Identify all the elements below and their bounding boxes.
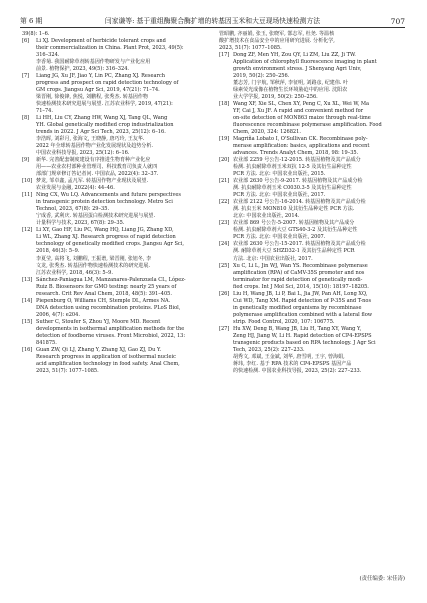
reference-text-line: progress and prospect on rapid detection technology of xyxy=(36,80,179,87)
running-title: 闫家谦等: 基于重组酶聚合酶扩增的转基因玉米和大豆现场快速检测方法 xyxy=(104,17,321,26)
reference-text-line: research. Crit Rev Anal Chem, 2018, 48(5): 391–405. xyxy=(36,290,172,297)
reference-entry xyxy=(22,115,208,157)
reference-text-line: in transgenic protein detection technology. Metro Sci xyxy=(36,199,173,206)
reference-line xyxy=(219,101,405,108)
reference-entry xyxy=(219,157,405,178)
reference-text-line: Guan ZW, Qi LJ, Zhang Y, Zhang XJ, Gao ZJ, Du Y. xyxy=(36,346,162,353)
reference-number: [6] xyxy=(22,38,30,45)
reference-text-line: polymerase amplification combined with a lateral flow xyxy=(233,311,373,318)
reference-number: [25] xyxy=(219,262,230,269)
reference-text-line: 农业部 2122 号公告-16-2014. 转基因植物及其产品成分检 xyxy=(233,199,366,206)
reference-entry xyxy=(22,298,208,319)
reference-text-line: strip. Food Control, 2020, 107: 106775. xyxy=(233,318,335,325)
reference-text-line: 董志芳, 门宇航, 邹秋萍, 李征明, 刘路彦, 纪建伟. 叶 xyxy=(233,80,349,87)
reference-text-line: 文龙, 张秀杰. 转基因作物快速检测技术的研究进展. xyxy=(36,262,151,269)
reference-entry xyxy=(219,220,405,241)
reference-number: [24] xyxy=(219,241,230,248)
reference-text-line: 测. 耐除草剂大豆 SHZD32-1 及其衍生品种定性 PCR xyxy=(233,248,355,255)
reference-text-line: Liang JG, Xu JF, Jiao Y, Lin PC, Zhang XJ. Research xyxy=(36,73,165,80)
reference-number: [26] xyxy=(219,290,230,297)
reference-text-line: Ning CX, Wu LQ. Advancements and future perspectives xyxy=(36,192,181,199)
reference-text-line: 2018, 46(3): 5–9. xyxy=(36,248,80,255)
reference-text-line: 业大学学报, 2019, 50(2): 250–256. xyxy=(233,94,318,101)
header-rule xyxy=(20,27,405,28)
reference-entry xyxy=(22,192,208,227)
reference-text-line: 部部门规章修订答记者问. 中国农品, 2022(4): 32–37. xyxy=(36,171,159,178)
reference-text-line: developments in isothermal amplification methods for the xyxy=(36,325,185,332)
reference-text-line: Sánchez-Paniagua LM, Manzanares-Palenzuela CL, López- xyxy=(36,276,186,283)
reference-text-line: 李香菊. 我国耐除草剂转基因作物研发与产业化应用 xyxy=(36,59,151,66)
reference-text-line: amplification (RPA) of CaMV-35S promoter and nos xyxy=(233,269,365,276)
reference-text-line: 新华. 完善配套制度建设有序推进生物育种产业化应 xyxy=(36,157,151,164)
reference-number: [9] xyxy=(22,157,30,164)
reference-entry xyxy=(219,291,405,326)
reference-text-line: 检测. 抗虫耐除草剂玉米双抗 12-5 及其衍生品种定性 xyxy=(233,164,352,171)
reference-line xyxy=(22,73,208,80)
reference-text-line: Wang XF, Xie SL, Chen XY, Peng C, Xu XL, Wei W, Ma xyxy=(233,101,370,108)
reference-text-line: terminator for rapid detection of genetically modi- xyxy=(233,276,363,283)
reference-text-line: fied crops. Int J Mol Sci, 2014, 15(10): 18197–18205. xyxy=(233,283,369,290)
reference-entry xyxy=(22,319,208,347)
reference-line xyxy=(22,192,208,199)
reference-text-line: advances. Trends Analyt Chem, 2018, 98: 19–35. xyxy=(233,150,359,157)
reference-text-line: 用——农业农村部种业管理司、科技教育司负责人就四 xyxy=(36,164,158,171)
reference-number: [12] xyxy=(22,227,33,234)
reference-line xyxy=(219,136,405,143)
reference-line xyxy=(22,115,208,122)
reference-text-line: acid amplification technology in food safety. Anal Chem, xyxy=(36,360,180,367)
reference-text-line: Magriña Lobato I, O'Sullivan CK. Recombinase poly- xyxy=(233,136,368,143)
reference-text-line: 316–324. xyxy=(36,52,60,59)
reference-entry xyxy=(22,227,208,276)
reference-entry xyxy=(219,199,405,220)
reference-line xyxy=(22,227,208,234)
reference-column-right xyxy=(219,31,405,375)
reference-text-line: in genetically modified organisms by recombinase xyxy=(233,304,362,311)
page-number: 707 xyxy=(390,16,405,26)
reference-number: [22] xyxy=(219,199,230,206)
reference-text-line: 江苏农业科学, 2018, 46(3): 5–9. xyxy=(36,269,113,276)
reference-entry xyxy=(219,326,405,375)
reference-text-line: 2019, 50(2): 250–256. xyxy=(233,73,290,80)
reference-number: [23] xyxy=(219,220,230,227)
reference-text-line: trends in 2022. J Agr Sci Tech, 2023, 25(12): 6–16. xyxy=(36,129,166,136)
reference-text-line: detection of foodborne viruses. Front Microbiol, 2022, 13: xyxy=(36,332,186,339)
reference-number: [11] xyxy=(22,192,33,199)
reference-text-line: Xu C, Li L, Jin WJ, Wan YS. Recombinase polymerase xyxy=(233,262,368,269)
reference-text-line: 农业部 2630 号公告-15-2017. 转基因植物及其产品成分检 xyxy=(233,241,366,248)
reference-line xyxy=(219,52,405,59)
reference-entry xyxy=(219,263,405,291)
reference-number: [21] xyxy=(219,178,230,185)
reference-text-line: 农业部 2630 号公告-9-2017. 转基因植物及其产品成分检 xyxy=(233,178,363,185)
reference-entry xyxy=(219,241,405,262)
reference-text-line: 蒋玮, 李红. 基于 RPA 技术的 CP4-EPSPS 基因产品 xyxy=(233,360,352,367)
reference-text-line: PCR 方法. 北京: 中国农业出版社, 2015. xyxy=(233,171,326,178)
reference-text-line: merase amplification: basics, applications and recent xyxy=(233,143,370,150)
reference-text-line: 2022 年全球转基因作物产业化发展现状及趋势分析. xyxy=(36,143,153,150)
reference-text-line: fluorescence recombinase polymerase amplification. Food xyxy=(233,122,382,129)
reference-number: [10] xyxy=(22,178,33,185)
reference-text-line: on-site detection of MON863 maize through real-time xyxy=(233,115,371,122)
reference-text-line: YH. Global genetically modified crop industrialization xyxy=(36,122,174,129)
reference-text-line: 测. 抗虫耐除草剂玉米 C0030.3-5 及其衍生品种定性 xyxy=(233,185,352,192)
reference-number: [19] xyxy=(219,136,230,143)
reference-entry xyxy=(219,178,405,199)
reference-line xyxy=(22,298,208,305)
reference-text-line: Research progress in application of isothermal nucleic xyxy=(36,353,176,360)
reference-line xyxy=(219,291,405,298)
reference-entry xyxy=(219,52,405,101)
reference-text-line: 管昭鹏, 齐丽娟, 张玉, 张晓军, 郜志军, 杜尧. 等温核 xyxy=(219,31,335,37)
reference-line xyxy=(219,326,405,333)
reference-number: [13] xyxy=(22,276,33,283)
reference-entry xyxy=(22,73,208,115)
reference-number: [7] xyxy=(22,73,30,80)
reference-text-line: 计量科学与技术, 2023, 67(8): 29–35. xyxy=(36,220,125,227)
reference-text-line: 宁成香, 武利庆. 转基因蛋白检测技术研究进展与展望. xyxy=(36,213,156,220)
responsible-editor-note: (责任编委: 宋佳涛) xyxy=(359,576,405,582)
reference-text-line: Suther C, Stoufer S, Zhou YJ, Moore MD. Recent xyxy=(36,318,161,325)
reference-text-line: Tech, 2023, 25(2): 227–233. xyxy=(233,346,305,353)
reference-text-line: 测. 抗虫玉米 MON810 及其衍生品种定性 PCR 方法. xyxy=(233,206,355,213)
reference-text-line: Piepenburg O, Williams CH, Stemple DL, Armes NA. xyxy=(36,297,171,304)
reference-text-line: transgenic products based on RPA technology. J Agr Sci xyxy=(233,339,376,346)
reference-number: [17] xyxy=(219,52,230,59)
reference-text-line: Li HH, Liu CY, Zhang HW, Wang XJ, Tang QL, Wang xyxy=(36,115,168,122)
reference-text-line: 2006, 4(7): e204. xyxy=(36,311,80,318)
running-header xyxy=(20,11,405,25)
reference-text-line: Ruiz B. Biosensors for GMO testing: nearly 25 years of xyxy=(36,283,177,290)
reference-column-left xyxy=(22,31,208,375)
reference-text-line: Zeng HJ, Jiang W, Li H. Rapid detection of CP4-EPSPS xyxy=(233,332,372,339)
reference-text-line: Cui WD, Tang XM. Rapid detection of P-35S and T-nos xyxy=(233,297,372,304)
reference-entry xyxy=(22,38,208,73)
reference-entry xyxy=(22,347,208,375)
reference-text-line: growth environment stress. J Shenyang Agri Univ, xyxy=(233,66,362,73)
reference-text-line: 2023, 51(7): 1077–1085. xyxy=(36,367,99,374)
reference-line xyxy=(22,347,208,354)
reference-number: [14] xyxy=(22,297,33,304)
reference-text-line: 的快速检测. 中国农业科技导报, 2023, 25(2): 227–233. xyxy=(233,367,362,374)
reference-text-line: 酸扩增技术在食品安全中的应用研究进展. 分析化学, xyxy=(219,38,335,45)
reference-text-line: 快速检测技术研究进展与展望. 江苏农业科学, 2019, 47(21): xyxy=(36,101,173,108)
reference-text-line: Liu H, Wang JB, Li P, Bai L, Jia JW, Pan AH, Long XQ, xyxy=(233,290,368,297)
reference-line xyxy=(22,319,208,326)
reference-text-line: GM crops. Jiangsu Agr Sci, 2019, 47(21): 71–74. xyxy=(36,87,160,94)
reference-line xyxy=(22,277,208,284)
reference-text-line: Application of chlorophyll fluorescence imaging in plant xyxy=(233,59,377,66)
reference-text-line: 梁晋刚, 徐俊锋, 焦悦, 刘鹏程, 张秀杰. 转基因作物 xyxy=(36,94,148,101)
reference-text-line: Hu XW, Deng B, Wang JB, Liu H, Tang XY, Wang Y, xyxy=(233,325,362,332)
reference-number: [8] xyxy=(22,115,30,122)
reference-text-line: 李浩晖, 刘彩月, 张海文, 王晓静, 唐巧玲, 王友华. xyxy=(36,136,145,143)
reference-text-line: 2023, 51(7): 1077–1085. xyxy=(219,45,282,52)
reference-entry xyxy=(219,31,405,52)
reference-text-line: 841875. xyxy=(36,339,57,346)
reference-text-line: 71–74. xyxy=(36,108,53,115)
reference-text-line: DNA detection using recombination proteins. PLoS Biol, xyxy=(36,304,181,311)
reference-line xyxy=(219,263,405,270)
reference-entry xyxy=(22,31,208,38)
reference-text-line: PCR 方法. 北京: 中国农业出版社, 2017. xyxy=(233,192,326,199)
reference-number: [27] xyxy=(219,325,230,332)
reference-text-line: 农业部 2259 号公告-12-2015. 转基因植物及其产品成分 xyxy=(233,157,361,164)
reference-entry xyxy=(22,277,208,298)
reference-text-line: 农业部 869 号公告-5-2007. 转基因植物及其产品成分 xyxy=(233,220,355,227)
reference-text-line: 检测. 抗虫耐除草剂大豆 GTS40-3-2 及其衍生品种定性 xyxy=(233,227,358,234)
reference-number: [16] xyxy=(22,346,33,353)
reference-text-line: Technol, 2023, 67(8): 29–35. xyxy=(36,206,110,213)
reference-text-line: 李夏莹, 高将飞, 刘鹏程, 王振谱, 梁晋刚, 张旭冬, 李 xyxy=(36,255,152,262)
reference-entry xyxy=(22,178,208,192)
reference-number: [20] xyxy=(219,157,230,164)
reference-text-line: 方法. 北京: 中国农业出版社, 2017. xyxy=(233,255,313,262)
reference-number: [15] xyxy=(22,318,33,325)
reference-text-line: Li XJ. Development of herbicide tolerant crops and xyxy=(36,38,166,45)
reference-text-line: 中国农业科技导报, 2023, 25(12): 6–16. xyxy=(36,150,130,157)
reference-number: [18] xyxy=(219,101,230,108)
reference-text-line: PCR 方法. 北京: 中国农业出版社, 2007. xyxy=(233,234,326,241)
reference-text-line: Chem, 2020, 324: 126821. xyxy=(233,129,301,136)
reference-entry xyxy=(219,136,405,157)
reference-text-line: 绿素荧光成像在植物生长环境胁迫中的应用. 沈阳农 xyxy=(233,87,348,94)
reference-text-line: technology of genetically modified crops. Jiangsu Agr Sci, xyxy=(36,241,184,248)
issue-label: 第 6 期 xyxy=(20,17,43,26)
reference-text-line: Li XY, Gao HF, Liu PC, Wang HQ, Liang JG, Zhang XD, xyxy=(36,227,174,234)
reference-text-line: Dong ZF, Men YH, Zou QY, Li ZM, Liu ZZ, Ji TW. xyxy=(233,52,356,59)
reference-text-line: 胡秀文, 邓斌, 王金斌, 刘华, 唐雪明, 王宇, 曾海娟, xyxy=(233,353,345,360)
reference-text-line: 前景. 植物保护, 2023, 49(5): 316–324. xyxy=(36,66,130,73)
reference-entry xyxy=(219,101,405,136)
reference-text-line: 39(8): 1–6. xyxy=(22,31,50,37)
reference-text-line: 农业发展与金融, 2022(4): 44–46. xyxy=(36,185,115,192)
reference-text-line: 梦龙, 邹卓鑫, 孟凡军. 转基因作物产业现状及展望. xyxy=(36,178,149,185)
reference-text-line: Li WL, Zhang XJ. Research progress of rapid detection xyxy=(36,234,176,241)
reference-text-line: their commercialization in China. Plant Prot, 2023, 49(5): xyxy=(36,45,184,52)
reference-entry xyxy=(22,157,208,178)
reference-text-line: YF, Cai J, Xu JF. A rapid and convenient method for xyxy=(233,108,364,115)
reference-line xyxy=(22,38,208,45)
reference-text-line: 北京: 中国农业出版社, 2014. xyxy=(233,213,300,220)
